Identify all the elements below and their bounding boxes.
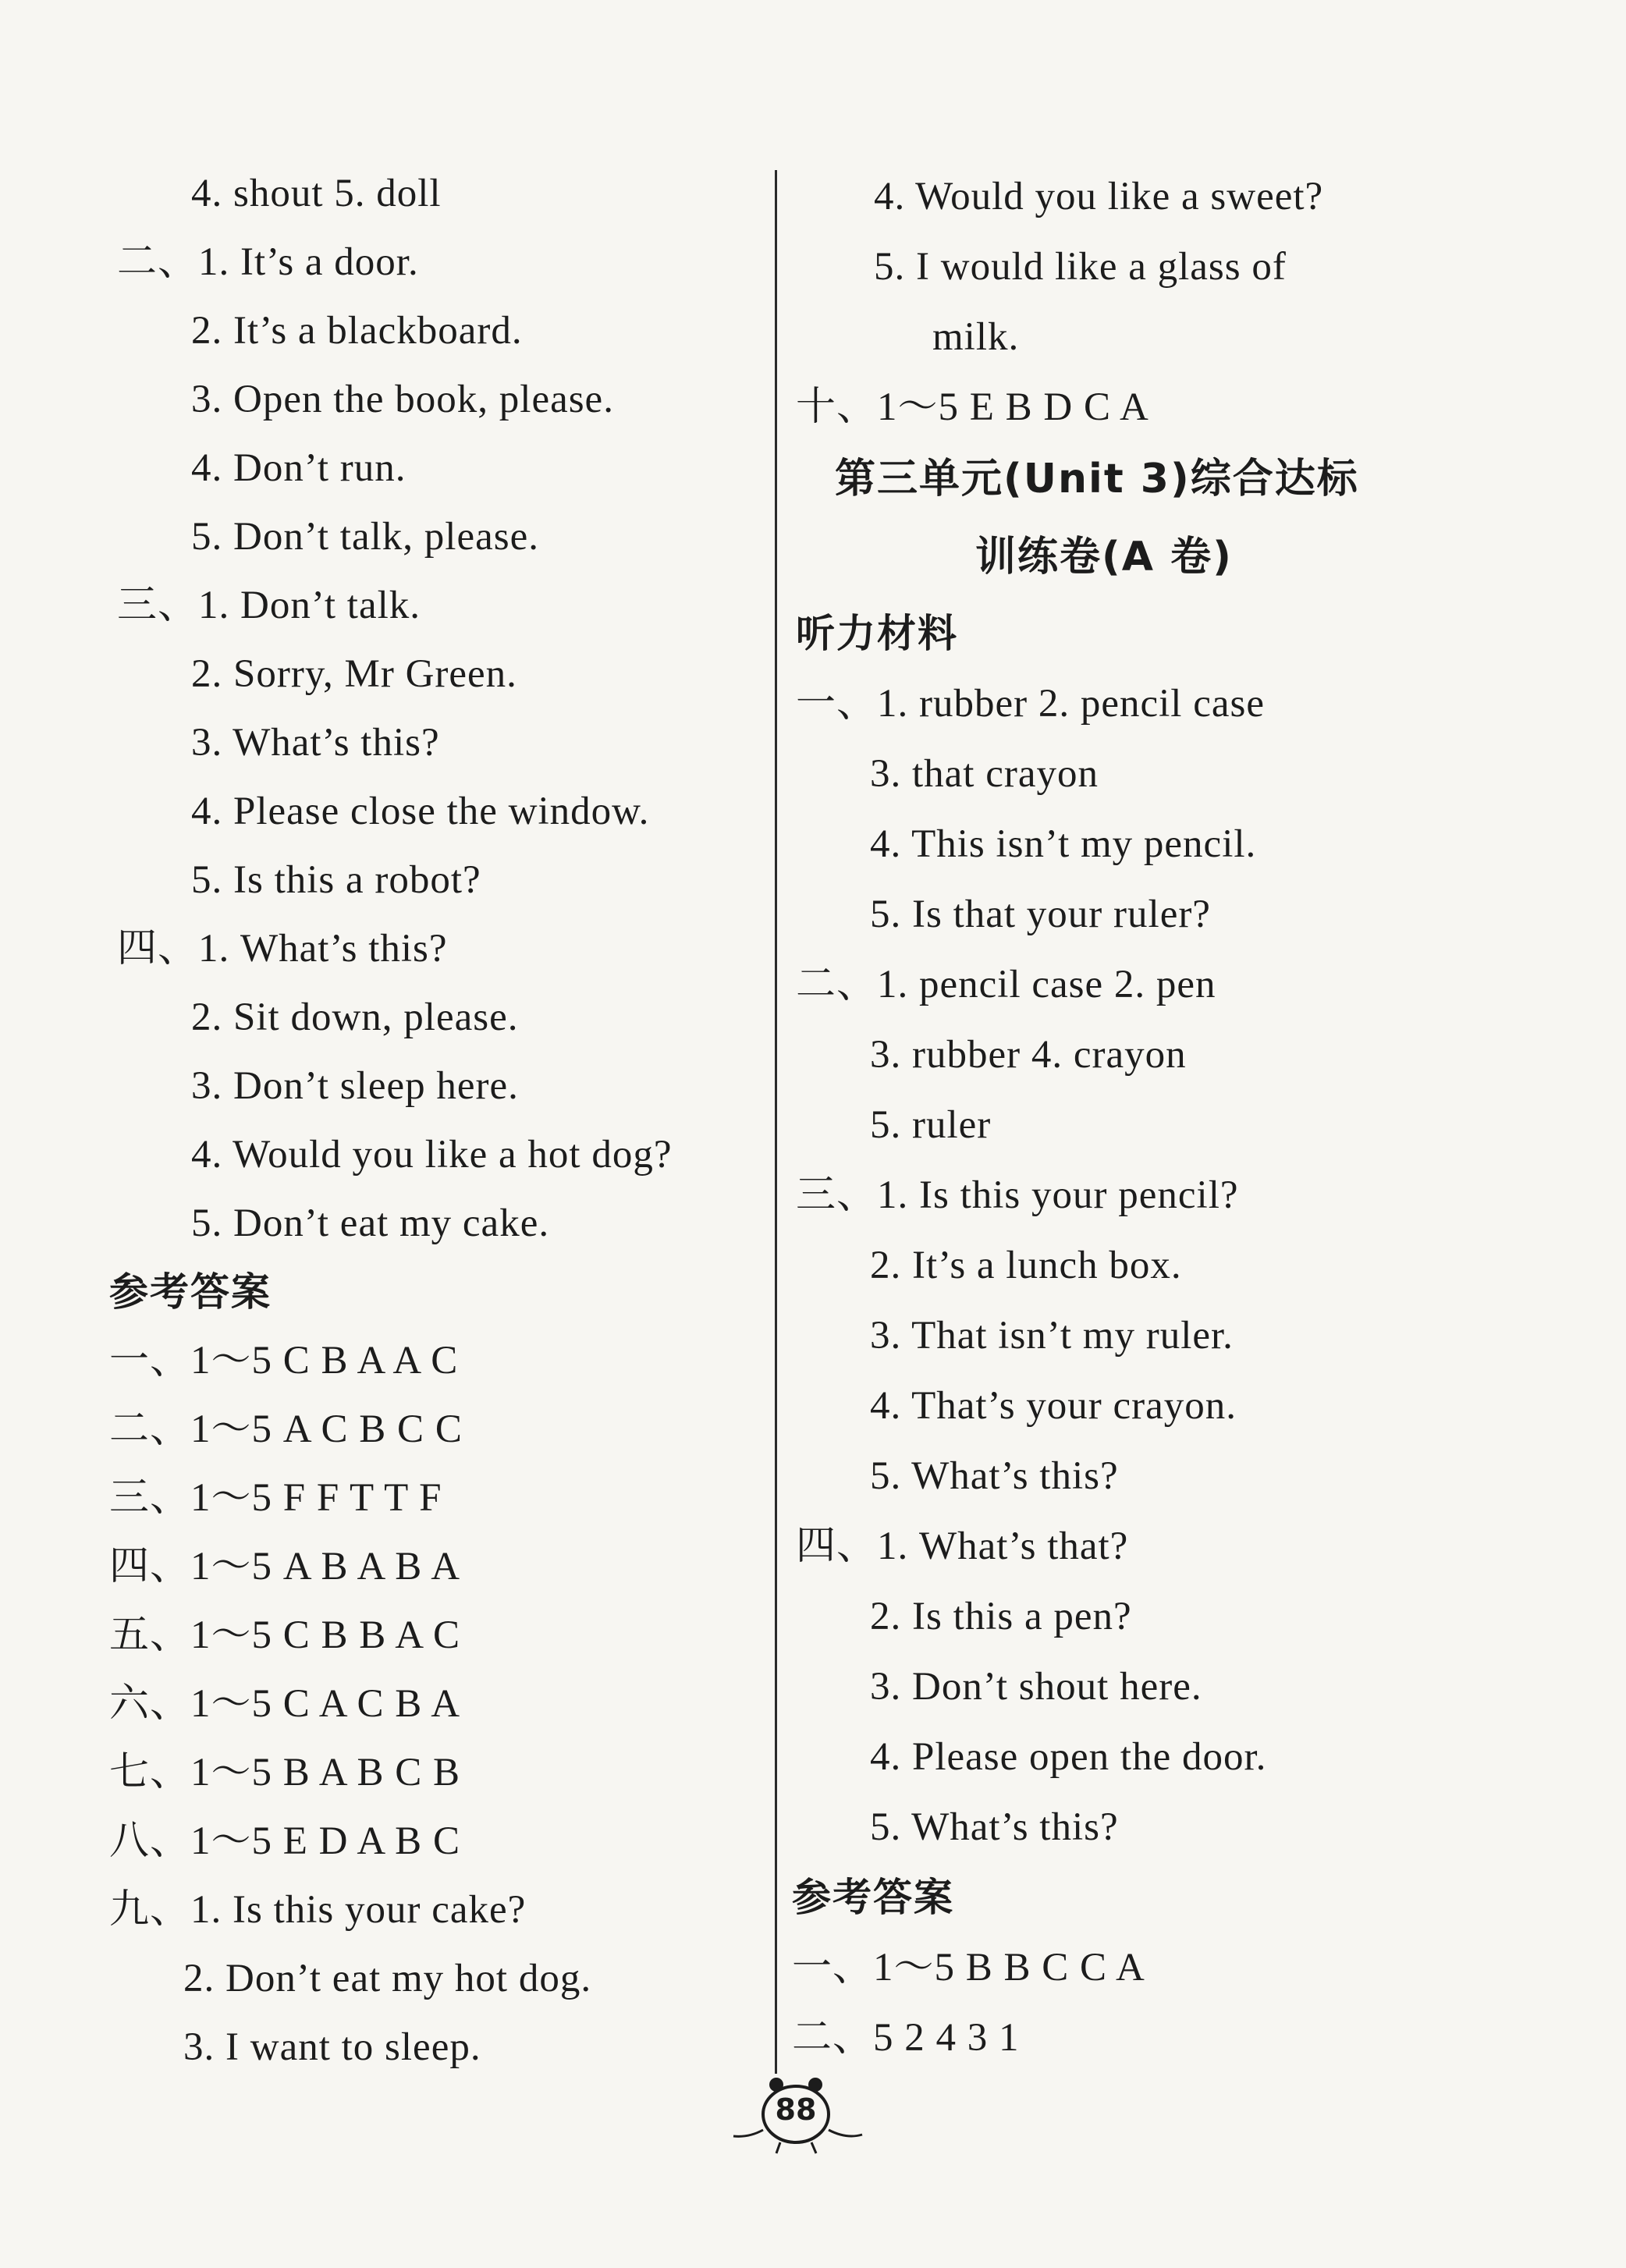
answer-line: 5. Is that your ruler? bbox=[870, 893, 1211, 936]
answer-line: 5. ruler bbox=[870, 1103, 992, 1147]
answer-line: 3. That isn’t my ruler. bbox=[870, 1314, 1234, 1358]
answer-line: 4. Would you like a sweet? bbox=[874, 175, 1324, 218]
answer-line: 二、1. pencil case 2. pen bbox=[796, 963, 1216, 1006]
answer-line: 2. Is this a pen? bbox=[870, 1595, 1132, 1638]
answer-line: 三、1～5 F F T T F bbox=[109, 1476, 442, 1520]
answer-line: 4. Please close the window. bbox=[191, 790, 650, 833]
answer-line: 二、1. It’s a door. bbox=[117, 240, 419, 284]
answer-line: 七、1～5 B A B C B bbox=[109, 1751, 461, 1794]
answer-line: 一、1. rubber 2. pencil case bbox=[796, 682, 1265, 726]
section-heading: 听力材料 bbox=[796, 611, 958, 656]
answer-line: 三、1. Don’t talk. bbox=[117, 584, 421, 627]
answer-line: 5. Is this a robot? bbox=[191, 858, 481, 902]
answer-line: 4. Please open the door. bbox=[870, 1735, 1267, 1779]
answer-line: 5. Don’t eat my cake. bbox=[191, 1201, 550, 1245]
answer-line: 2. It’s a lunch box. bbox=[870, 1244, 1182, 1287]
answer-line: 五、1～5 C B B A C bbox=[109, 1613, 461, 1657]
page-number-badge bbox=[702, 2075, 905, 2161]
answer-line: 二、1～5 A C B C C bbox=[109, 1407, 463, 1451]
answer-line: 十、1～5 E B D C A bbox=[796, 385, 1149, 429]
answer-line: 2. Sorry, Mr Green. bbox=[191, 652, 517, 696]
answer-line: 一、1～5 B B C C A bbox=[792, 1946, 1145, 1989]
answer-line: 八、1～5 E D A B C bbox=[109, 1819, 460, 1863]
answer-line: 3. Don’t sleep here. bbox=[191, 1064, 519, 1108]
answer-line: 一、1～5 C B A A C bbox=[109, 1339, 459, 1382]
answer-line: 九、1. Is this your cake? bbox=[109, 1888, 527, 1932]
answer-line: 4. shout 5. doll bbox=[191, 172, 442, 215]
answer-line: 2. Sit down, please. bbox=[191, 996, 519, 1039]
answer-line: milk. bbox=[932, 315, 1020, 359]
answer-line: 3. rubber 4. crayon bbox=[870, 1033, 1187, 1077]
answer-line: 4. This isn’t my pencil. bbox=[870, 822, 1257, 866]
answer-line: 5. Don’t talk, please. bbox=[191, 515, 539, 559]
answer-line: 3. I want to sleep. bbox=[183, 2025, 481, 2069]
section-title: 第三单元(Unit 3)综合达标 bbox=[835, 456, 1359, 502]
answer-line: 2. It’s a blackboard. bbox=[191, 309, 523, 353]
answer-line: 4. Would you like a hot dog? bbox=[191, 1133, 673, 1177]
answer-line: 5. I would like a glass of bbox=[874, 245, 1287, 289]
answer-line: 3. Don’t shout here. bbox=[870, 1665, 1202, 1709]
section-title: 训练卷(A 卷) bbox=[975, 534, 1233, 580]
section-heading: 参考答案 bbox=[109, 1269, 272, 1315]
answer-line: 四、1. What’s this? bbox=[117, 927, 448, 971]
answer-line: 三、1. Is this your pencil? bbox=[796, 1173, 1239, 1217]
answer-line: 四、1～5 A B A B A bbox=[109, 1545, 461, 1588]
answer-line: 4. That’s your crayon. bbox=[870, 1384, 1237, 1428]
answer-line: 二、5 2 4 3 1 bbox=[792, 2016, 1020, 2060]
answer-line: 4. Don’t run. bbox=[191, 446, 406, 490]
answer-line: 六、1～5 C A C B A bbox=[109, 1682, 461, 1726]
answer-line: 2. Don’t eat my hot dog. bbox=[183, 1957, 592, 2000]
answer-line: 3. that crayon bbox=[870, 752, 1099, 796]
page-number: 88 bbox=[775, 2092, 817, 2127]
column-divider bbox=[775, 170, 777, 2074]
answer-line: 3. Open the book, please. bbox=[191, 378, 614, 421]
answer-line: 5. What’s this? bbox=[870, 1805, 1119, 1849]
answer-line: 5. What’s this? bbox=[870, 1454, 1119, 1498]
answer-line: 四、1. What’s that? bbox=[796, 1524, 1129, 1568]
section-heading: 参考答案 bbox=[792, 1875, 954, 1920]
answer-line: 3. What’s this? bbox=[191, 721, 440, 765]
